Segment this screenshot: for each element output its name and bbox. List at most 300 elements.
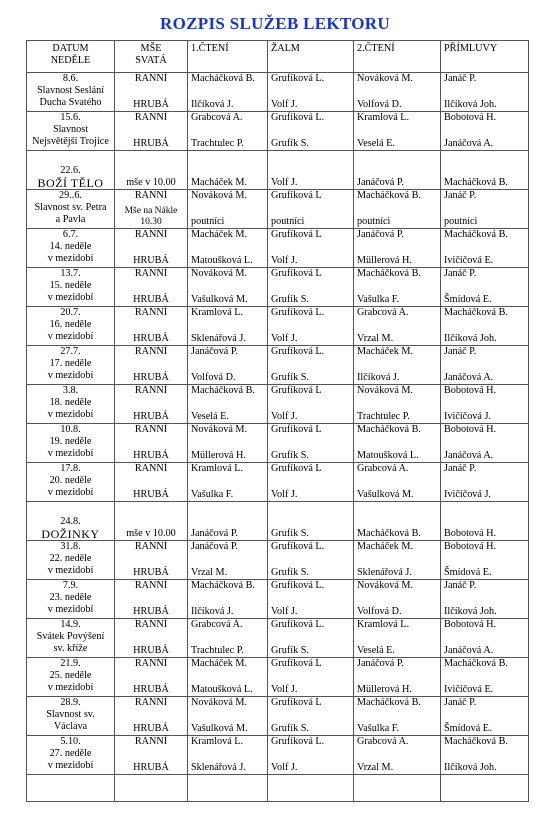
table-row	[27, 658, 529, 697]
mass-cell	[115, 190, 188, 229]
schedule-body	[27, 73, 529, 802]
table-row	[27, 541, 529, 580]
date-line: 15.6.	[60, 112, 81, 123]
cell-entry: Volf J.	[271, 333, 298, 344]
prayers-cell	[441, 307, 529, 346]
table-row	[27, 619, 529, 658]
cell-entry: Matoušková L.	[357, 450, 419, 461]
cell-entry: RANNÍ	[134, 346, 168, 357]
table-row	[27, 307, 529, 346]
prayers-cell	[441, 658, 529, 697]
date-line: 10.8.	[60, 424, 81, 435]
date-line: 24.8.	[60, 516, 81, 527]
cell-entry: Grufíková L.	[271, 541, 325, 552]
mass-cell	[115, 385, 188, 424]
cell-entry: RANNÍ	[134, 190, 168, 201]
prayers-cell	[441, 736, 529, 775]
psalm-cell	[268, 346, 354, 385]
cell-entry: Macháčková B.	[191, 385, 255, 396]
cell-entry: Mše na Nákle 10.30	[124, 206, 178, 227]
cell-entry: RANNÍ	[134, 580, 168, 591]
psalm-cell	[268, 112, 354, 151]
mass-cell	[115, 619, 188, 658]
reading1-cell	[188, 151, 268, 190]
cell-entry: Nováková M.	[191, 424, 248, 435]
cell-entry: Vašulka F.	[357, 723, 400, 734]
cell-entry: Janáč P.	[444, 190, 477, 201]
reading2-cell	[354, 346, 441, 385]
cell-entry: RANNÍ	[134, 307, 168, 318]
date-line: v mezidobí	[47, 565, 94, 576]
date-cell	[27, 151, 115, 190]
header-mass-line2: SVATÁ	[135, 55, 167, 66]
psalm-cell	[268, 658, 354, 697]
cell-entry: Janáčová A.	[444, 645, 494, 656]
date-cell	[27, 736, 115, 775]
reading2-cell	[354, 502, 441, 541]
cell-entry: Ivičičová J.	[444, 489, 491, 500]
cell-entry: Müllerová H.	[191, 450, 246, 461]
date-line: BOŽÍ TĚLO	[37, 176, 104, 190]
cell-entry: Grufíková L	[271, 424, 322, 435]
cell-entry: Sklenářová J.	[357, 567, 412, 578]
cell-entry: Veselá E.	[191, 411, 229, 422]
cell-entry: Bobotová H.	[444, 619, 497, 630]
date-cell	[27, 73, 115, 112]
cell-entry: Trachtulec P.	[357, 411, 410, 422]
cell-entry: Grufíková L.	[271, 619, 325, 630]
cell-entry: Macháček M.	[191, 177, 248, 188]
header-date-line2: NEDĚLE	[50, 55, 91, 66]
date-cell	[27, 229, 115, 268]
cell-entry: Macháček M.	[357, 541, 414, 552]
mass-cell	[115, 73, 188, 112]
table-row	[27, 502, 529, 541]
date-cell	[27, 385, 115, 424]
reading1-cell	[188, 229, 268, 268]
cell-entry: Grufíková L.	[271, 112, 325, 123]
cell-entry: Grabcová A.	[357, 307, 409, 318]
reading1-cell	[188, 541, 268, 580]
prayers-cell	[441, 463, 529, 502]
cell-entry: RANNÍ	[134, 541, 168, 552]
date-line: 22.6.	[60, 165, 81, 176]
prayers-cell	[441, 112, 529, 151]
empty-cell	[27, 775, 115, 802]
prayers-cell	[441, 346, 529, 385]
cell-entry: Volf J.	[271, 606, 298, 617]
cell-entry: Janáč P.	[444, 268, 477, 279]
header-date-line1: DATUM	[52, 43, 89, 54]
cell-entry: RANNÍ	[134, 424, 168, 435]
date-line: a Pavla	[55, 214, 86, 225]
reading1-cell	[188, 619, 268, 658]
mass-cell	[115, 580, 188, 619]
date-line: 20.7.	[60, 307, 81, 318]
table-row	[27, 229, 529, 268]
cell-entry: Macháčková B.	[444, 229, 508, 240]
cell-entry: RANNÍ	[134, 73, 168, 84]
cell-entry: Vrzal M.	[357, 333, 394, 344]
cell-entry: Kramlová L.	[357, 112, 410, 123]
cell-entry: Müllerová H.	[357, 684, 412, 695]
date-line: DOŽINKY	[41, 527, 100, 541]
header-reading2: 2.ČTENÍ	[354, 41, 441, 73]
cell-entry: Volfová D.	[357, 606, 402, 617]
empty-cell	[188, 775, 268, 802]
date-line: 7.9.	[62, 580, 79, 591]
cell-entry: Grufíková L.	[271, 736, 325, 747]
reading1-cell	[188, 502, 268, 541]
cell-entry: Müllerová H.	[357, 255, 412, 266]
date-line: v mezidobí	[47, 682, 94, 693]
cell-entry: Macháček M.	[191, 229, 248, 240]
cell-entry: HRUBÁ	[133, 255, 169, 266]
prayers-cell	[441, 385, 529, 424]
empty-row	[27, 775, 529, 802]
cell-entry: Ilčíková Joh.	[444, 762, 497, 773]
date-line: 16. neděle	[49, 319, 92, 330]
mass-cell	[115, 424, 188, 463]
cell-entry: Janáčová A.	[444, 450, 494, 461]
date-line: 21.9.	[60, 658, 81, 669]
cell-entry: Janáč P.	[444, 463, 477, 474]
reading1-cell	[188, 424, 268, 463]
header-prayers: PŘÍMLUVY	[441, 41, 529, 73]
cell-entry: Grufík S.	[271, 723, 309, 734]
cell-entry: Ivičičová J.	[444, 411, 491, 422]
cell-entry: Nováková M.	[357, 385, 414, 396]
table-row	[27, 268, 529, 307]
date-line: Ducha Svatého	[39, 97, 102, 108]
date-line: Svátek Povýšení	[36, 631, 105, 642]
psalm-cell	[268, 463, 354, 502]
cell-entry: Grufíková L	[271, 190, 322, 201]
reading1-cell	[188, 307, 268, 346]
cell-entry: Grufík S.	[271, 450, 309, 461]
date-line: 8.6.	[62, 73, 79, 84]
cell-entry: Grufík S.	[271, 528, 309, 539]
date-cell	[27, 463, 115, 502]
table-row	[27, 112, 529, 151]
cell-entry: Macháčková B.	[191, 580, 255, 591]
mass-cell	[115, 268, 188, 307]
prayers-cell	[441, 580, 529, 619]
cell-entry: Trachtulec P.	[191, 138, 244, 149]
reading2-cell	[354, 736, 441, 775]
cell-entry: RANNÍ	[134, 619, 168, 630]
date-line: Václava	[53, 721, 88, 732]
mass-cell	[115, 541, 188, 580]
mass-cell	[115, 658, 188, 697]
reading2-cell	[354, 307, 441, 346]
cell-entry: HRUBÁ	[133, 684, 169, 695]
cell-entry: Veselá E.	[357, 138, 395, 149]
date-line: 17.8.	[60, 463, 81, 474]
cell-entry: Janáčová A.	[444, 138, 494, 149]
psalm-cell	[268, 151, 354, 190]
psalm-cell	[268, 190, 354, 229]
cell-entry: HRUBÁ	[133, 723, 169, 734]
date-cell	[27, 502, 115, 541]
header-psalm: ŽALM	[268, 41, 354, 73]
date-line: v mezidobí	[47, 604, 94, 615]
reading2-cell	[354, 463, 441, 502]
cell-entry: Janáčová P.	[357, 177, 404, 188]
cell-entry: Grabcová A.	[357, 736, 409, 747]
table-row	[27, 697, 529, 736]
prayers-cell	[441, 697, 529, 736]
cell-entry: Grufík S.	[271, 567, 309, 578]
reading1-cell	[188, 658, 268, 697]
cell-entry: Macháček M.	[357, 346, 414, 357]
psalm-cell	[268, 580, 354, 619]
empty-cell	[354, 775, 441, 802]
date-line: v mezidobí	[47, 370, 94, 381]
mass-cell	[115, 229, 188, 268]
cell-entry: Janáčová P.	[357, 658, 404, 669]
psalm-cell	[268, 502, 354, 541]
cell-entry: Volfová D.	[191, 372, 236, 383]
cell-entry: Grufíková L	[271, 229, 322, 240]
cell-entry: Trachtulec P.	[191, 645, 244, 656]
cell-entry: Vašulková M.	[191, 723, 248, 734]
cell-entry: Grufíková L.	[271, 346, 325, 357]
cell-entry: Ilčíková Joh.	[444, 333, 497, 344]
date-cell	[27, 424, 115, 463]
reading1-cell	[188, 697, 268, 736]
cell-entry: Grufíková L.	[271, 307, 325, 318]
date-line: v mezidobí	[47, 292, 94, 303]
cell-entry: Matoušková L.	[191, 255, 253, 266]
date-line: 28.9.	[60, 697, 81, 708]
date-line: 6.7.	[62, 229, 79, 240]
cell-entry: Grufík S.	[271, 372, 309, 383]
cell-entry: Janáč P.	[444, 346, 477, 357]
cell-entry: Grabcová A.	[357, 463, 409, 474]
psalm-cell	[268, 697, 354, 736]
date-cell	[27, 619, 115, 658]
table-row	[27, 424, 529, 463]
cell-entry: HRUBÁ	[133, 645, 169, 656]
cell-entry: Kramlová L.	[191, 307, 244, 318]
date-line: 18. neděle	[49, 397, 92, 408]
cell-entry: Macháčková B.	[357, 190, 421, 201]
header-mass	[115, 41, 188, 73]
date-cell	[27, 658, 115, 697]
date-line: Slavnost	[52, 124, 89, 135]
cell-entry: Janáčová P.	[191, 528, 238, 539]
page-title: ROZPIS SLUŽEB LEKTORU	[160, 14, 390, 33]
psalm-cell	[268, 229, 354, 268]
cell-entry: Macháčková B.	[357, 528, 421, 539]
date-cell	[27, 268, 115, 307]
cell-entry: Macháček M.	[191, 658, 248, 669]
reading1-cell	[188, 736, 268, 775]
psalm-cell	[268, 424, 354, 463]
reading1-cell	[188, 346, 268, 385]
reading2-cell	[354, 73, 441, 112]
cell-entry: Bobotová H.	[444, 528, 497, 539]
cell-entry: Šmídová E.	[444, 294, 492, 305]
cell-entry: Vrzal M.	[191, 567, 228, 578]
mass-cell	[115, 502, 188, 541]
cell-entry: Vašulková M.	[357, 489, 414, 500]
header-reading1: 1.ČTENÍ	[188, 41, 268, 73]
cell-entry: RANNÍ	[134, 697, 168, 708]
reading1-cell	[188, 463, 268, 502]
cell-entry: Macháčková B.	[444, 736, 508, 747]
reading1-cell	[188, 73, 268, 112]
date-line: 25. neděle	[49, 670, 92, 681]
cell-entry: Nováková M.	[191, 697, 248, 708]
cell-entry: Kramlová L.	[357, 619, 410, 630]
cell-entry: Volf J.	[271, 489, 298, 500]
psalm-cell	[268, 541, 354, 580]
header-date	[27, 41, 115, 73]
cell-entry: Ilčíková J.	[191, 606, 234, 617]
reading1-cell	[188, 580, 268, 619]
reading2-cell	[354, 112, 441, 151]
table-row	[27, 580, 529, 619]
reading2-cell	[354, 658, 441, 697]
cell-entry: mše v 10.00	[126, 528, 176, 539]
cell-entry: Bobotová H.	[444, 385, 497, 396]
date-line: 23. neděle	[49, 592, 92, 603]
cell-entry: Grufíková L	[271, 268, 322, 279]
cell-entry: Volf J.	[271, 411, 298, 422]
prayers-cell	[441, 229, 529, 268]
cell-entry: HRUBÁ	[133, 567, 169, 578]
cell-entry: Grufíková L	[271, 463, 322, 474]
mass-cell	[115, 307, 188, 346]
cell-entry: Grabcová A.	[191, 619, 243, 630]
date-cell	[27, 307, 115, 346]
reading2-cell	[354, 541, 441, 580]
date-line: v mezidobí	[47, 448, 94, 459]
cell-entry: Grufíková L.	[271, 73, 325, 84]
table-row	[27, 190, 529, 229]
date-line: Slavnost sv.	[46, 709, 95, 720]
cell-entry: RANNÍ	[134, 736, 168, 747]
cell-entry: HRUBÁ	[133, 294, 169, 305]
cell-entry: Grufík S.	[271, 138, 309, 149]
cell-entry: Grufíková L	[271, 697, 322, 708]
cell-entry: Janáčová P.	[191, 541, 238, 552]
reading2-cell	[354, 229, 441, 268]
cell-entry: Ilčíková Joh.	[444, 606, 497, 617]
date-line: 22. neděle	[49, 553, 92, 564]
reading2-cell	[354, 268, 441, 307]
cell-entry: Volf J.	[271, 255, 298, 266]
psalm-cell	[268, 736, 354, 775]
cell-entry: Kramlová L.	[191, 736, 244, 747]
date-line: v mezidobí	[47, 409, 94, 420]
date-cell	[27, 697, 115, 736]
mass-cell	[115, 736, 188, 775]
table-row	[27, 73, 529, 112]
cell-entry: HRUBÁ	[133, 489, 169, 500]
date-line: v mezidobí	[47, 253, 94, 264]
reading2-cell	[354, 385, 441, 424]
cell-entry: Kramlová L.	[191, 463, 244, 474]
prayers-cell	[441, 424, 529, 463]
prayers-cell	[441, 73, 529, 112]
table-row	[27, 346, 529, 385]
cell-entry: Šmídová E.	[444, 723, 492, 734]
cell-entry: mše v 10.00	[126, 177, 176, 188]
reading2-cell	[354, 424, 441, 463]
cell-entry: Ivičičová E.	[444, 255, 494, 266]
cell-entry: Vašulka F.	[191, 489, 234, 500]
date-line: 3.8.	[62, 385, 79, 396]
reading2-cell	[354, 697, 441, 736]
cell-entry: Macháčková B.	[357, 697, 421, 708]
prayers-cell	[441, 541, 529, 580]
cell-entry: Nováková M.	[357, 73, 414, 84]
date-line: v mezidobí	[47, 331, 94, 342]
empty-cell	[441, 775, 529, 802]
cell-entry: HRUBÁ	[133, 606, 169, 617]
schedule-table	[26, 40, 529, 802]
cell-entry: Janáč P.	[444, 580, 477, 591]
reading1-cell	[188, 268, 268, 307]
cell-entry: HRUBÁ	[133, 450, 169, 461]
psalm-cell	[268, 385, 354, 424]
cell-entry: Nováková M.	[191, 190, 248, 201]
mass-cell	[115, 346, 188, 385]
cell-entry: Veselá E.	[357, 645, 395, 656]
date-line: 5.10.	[60, 736, 81, 747]
cell-entry: HRUBÁ	[133, 138, 169, 149]
date-cell	[27, 112, 115, 151]
cell-entry: poutníci	[357, 216, 391, 227]
cell-entry: Janáčová A.	[444, 372, 494, 383]
date-line: 31.8.	[60, 541, 81, 552]
date-cell	[27, 541, 115, 580]
date-line: 27.7.	[60, 346, 81, 357]
prayers-cell	[441, 268, 529, 307]
date-line: 14. neděle	[49, 241, 92, 252]
cell-entry: RANNÍ	[134, 268, 168, 279]
cell-entry: HRUBÁ	[133, 411, 169, 422]
cell-entry: Volf J.	[271, 99, 298, 110]
cell-entry: Nováková M.	[357, 580, 414, 591]
reading1-cell	[188, 112, 268, 151]
cell-entry: Volf J.	[271, 762, 298, 773]
prayers-cell	[441, 502, 529, 541]
table-row	[27, 736, 529, 775]
cell-entry: HRUBÁ	[133, 372, 169, 383]
cell-entry: Grufíková L.	[271, 580, 325, 591]
date-cell	[27, 190, 115, 229]
mass-cell	[115, 463, 188, 502]
reading1-cell	[188, 190, 268, 229]
cell-entry: Volf J.	[271, 177, 298, 188]
cell-entry: Janáčová P.	[191, 346, 238, 357]
cell-entry: Ilčíková J.	[191, 99, 234, 110]
cell-entry: Ilčíková Joh.	[444, 99, 497, 110]
cell-entry: Grabcová A.	[191, 112, 243, 123]
cell-entry: Ivičičová E.	[444, 684, 494, 695]
reading2-cell	[354, 190, 441, 229]
reading1-cell	[188, 385, 268, 424]
cell-entry: RANNÍ	[134, 385, 168, 396]
mass-cell	[115, 151, 188, 190]
cell-entry: poutníci	[444, 216, 478, 227]
date-line: 29..6.	[59, 190, 82, 201]
cell-entry: RANNÍ	[134, 658, 168, 669]
